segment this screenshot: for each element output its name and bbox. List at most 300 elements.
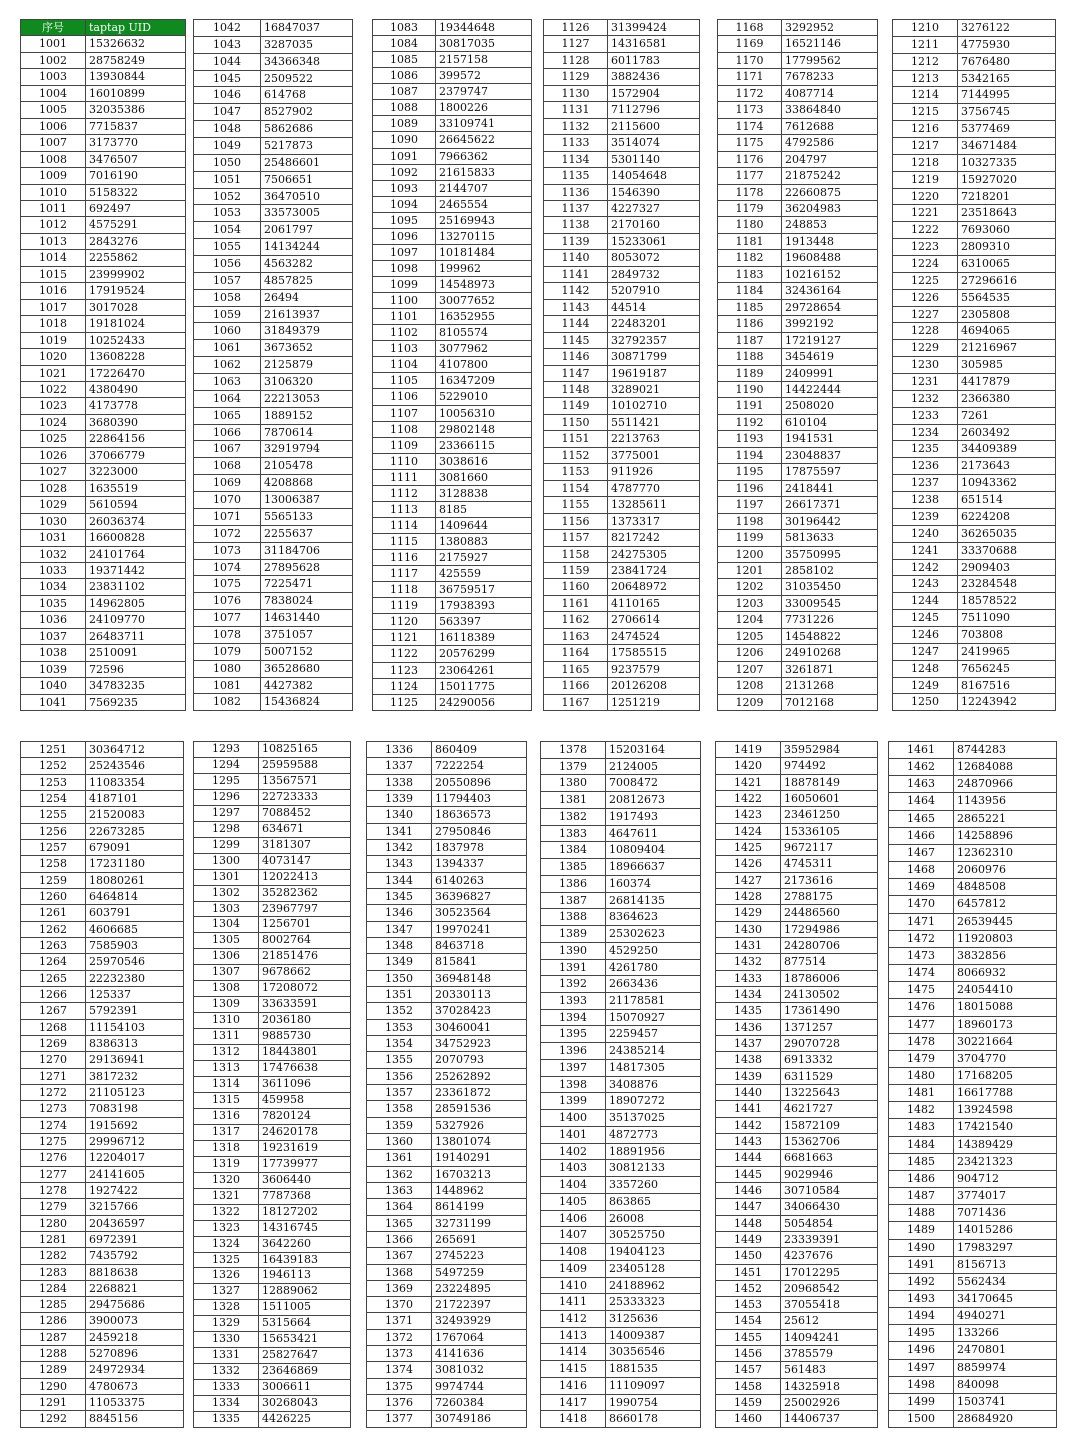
row-index: 1001 (21, 36, 86, 52)
table-row (373, 212, 532, 228)
row-index: 1110 (373, 453, 436, 469)
row-uid: 8217242 (608, 530, 700, 546)
row-uid: 5813633 (782, 530, 878, 546)
row-uid: 6681663 (781, 1150, 878, 1166)
row-index: 1019 (21, 332, 86, 348)
row-uid: 2858102 (782, 562, 878, 578)
table-row (21, 579, 186, 595)
row-uid: 7260384 (432, 1395, 527, 1411)
row-index: 1390 (541, 942, 606, 959)
row-uid: 26539445 (954, 913, 1057, 930)
row-uid: 1889152 (261, 407, 353, 424)
table-row (373, 180, 532, 196)
row-uid: 2909403 (958, 559, 1056, 576)
row-index: 1273 (21, 1101, 86, 1117)
row-uid: 4426225 (259, 1412, 351, 1428)
row-index: 1078 (194, 626, 261, 643)
row-uid: 2036180 (259, 1013, 351, 1029)
table-row (21, 151, 186, 167)
row-uid: 1409644 (436, 517, 532, 533)
row-uid: 31184706 (261, 542, 353, 559)
table-row (544, 168, 700, 184)
table-row (718, 283, 878, 299)
row-index: 1209 (718, 694, 782, 710)
row-index: 1263 (21, 937, 86, 953)
row-uid: 4208868 (261, 475, 353, 492)
row-index: 1466 (889, 827, 954, 844)
row-uid: 28758249 (86, 52, 186, 68)
uid-table-col-11 (715, 741, 878, 1428)
row-uid: 2603492 (958, 424, 1056, 441)
row-uid: 2788175 (781, 888, 878, 904)
row-uid: 1373317 (608, 513, 700, 529)
row-index: 1233 (893, 407, 958, 424)
row-index: 1103 (373, 341, 436, 357)
table-row (541, 1126, 701, 1143)
table-row (544, 414, 700, 430)
row-uid: 6311529 (781, 1068, 878, 1084)
row-uid: 16439183 (259, 1252, 351, 1268)
table-row (194, 789, 351, 805)
row-uid: 2259457 (606, 1026, 701, 1043)
table-row (194, 424, 353, 441)
row-index: 1205 (718, 628, 782, 644)
row-index: 1164 (544, 645, 608, 661)
row-uid: 7016190 (86, 168, 186, 184)
row-uid: 9678662 (259, 965, 351, 981)
table-row (21, 217, 186, 233)
row-index: 1322 (194, 1204, 259, 1220)
row-uid: 8463718 (432, 937, 527, 953)
row-index: 1206 (718, 645, 782, 661)
table-row (21, 1199, 184, 1215)
row-uid: 4647611 (606, 825, 701, 842)
table-row (889, 1188, 1057, 1205)
table-row (718, 562, 878, 578)
row-index: 1415 (541, 1361, 606, 1378)
table-row (367, 921, 527, 937)
table-row (373, 357, 532, 373)
table-row (21, 1150, 184, 1166)
row-uid: 2843276 (86, 233, 186, 249)
row-index: 1323 (194, 1220, 259, 1236)
row-uid: 3775001 (608, 447, 700, 463)
table-row (21, 414, 186, 430)
row-uid: 14389429 (954, 1136, 1057, 1153)
row-index: 1283 (21, 1264, 86, 1280)
row-uid: 19608488 (782, 250, 878, 266)
row-uid: 7820124 (259, 1108, 351, 1124)
row-index: 1465 (889, 810, 954, 827)
row-index: 1159 (544, 562, 608, 578)
row-uid: 16050601 (781, 790, 878, 806)
row-uid: 23421323 (954, 1153, 1057, 1170)
row-index: 1068 (194, 458, 261, 475)
row-index: 1404 (541, 1177, 606, 1194)
row-uid: 16703213 (432, 1166, 527, 1182)
table-row (373, 148, 532, 164)
table-row (541, 842, 701, 859)
row-uid: 36396827 (432, 888, 527, 904)
table-row (21, 513, 186, 529)
row-uid: 2157158 (436, 52, 532, 68)
table-row (373, 277, 532, 293)
table-row (373, 501, 532, 517)
row-index: 1343 (367, 856, 432, 872)
row-uid: 30356546 (606, 1344, 701, 1361)
row-uid: 877514 (781, 954, 878, 970)
row-uid: 8053072 (608, 250, 700, 266)
row-index: 1048 (194, 121, 261, 138)
row-index: 1138 (544, 217, 608, 233)
row-index: 1253 (21, 774, 86, 790)
row-uid: 13924598 (954, 1102, 1057, 1119)
row-uid: 4563282 (261, 256, 353, 273)
row-uid: 32792357 (608, 332, 700, 348)
row-uid: 21875242 (782, 168, 878, 184)
row-index: 1421 (716, 774, 781, 790)
row-uid: 4187101 (86, 790, 184, 806)
row-index: 1483 (889, 1119, 954, 1136)
row-uid: 4848508 (954, 879, 1057, 896)
row-uid: 12362310 (954, 844, 1057, 861)
row-index: 1043 (194, 36, 261, 53)
row-index: 1265 (21, 970, 86, 986)
row-index: 1144 (544, 316, 608, 332)
table-row (367, 986, 527, 1002)
table-row (373, 550, 532, 566)
row-index: 1458 (716, 1378, 781, 1394)
table-row (893, 36, 1056, 53)
row-index: 1084 (373, 36, 436, 52)
row-uid: 25970546 (86, 954, 184, 970)
row-index: 1099 (373, 277, 436, 293)
table-row (716, 774, 878, 790)
row-index: 1008 (21, 151, 86, 167)
row-uid: 23339391 (781, 1231, 878, 1247)
row-index: 1459 (716, 1395, 781, 1411)
row-index: 1317 (194, 1124, 259, 1140)
table-row (544, 661, 700, 677)
row-index: 1333 (194, 1380, 259, 1396)
row-index: 1395 (541, 1026, 606, 1043)
table-row (21, 872, 184, 888)
row-index: 1194 (718, 447, 782, 463)
row-index: 1379 (541, 758, 606, 775)
row-index: 1248 (893, 660, 958, 677)
table-row (544, 102, 700, 118)
row-index: 1168 (718, 20, 782, 36)
table-row (21, 1280, 184, 1296)
row-index: 1330 (194, 1332, 259, 1348)
row-uid: 3832856 (954, 947, 1057, 964)
table-row (889, 1393, 1057, 1410)
table-row (194, 36, 353, 53)
table-row (716, 758, 878, 774)
table-row (194, 1364, 351, 1380)
row-index: 1126 (544, 20, 608, 36)
row-uid: 9672117 (781, 839, 878, 855)
table-row (889, 1050, 1057, 1067)
row-index: 1256 (21, 823, 86, 839)
table-row (544, 118, 700, 134)
row-uid: 692497 (86, 200, 186, 216)
row-uid: 3774017 (954, 1188, 1057, 1205)
table-row (889, 793, 1057, 810)
table-row (544, 250, 700, 266)
table-row (716, 1133, 878, 1149)
row-index: 1079 (194, 643, 261, 660)
table-row (544, 233, 700, 249)
table-row (718, 431, 878, 447)
table-row (21, 69, 186, 85)
row-index: 1383 (541, 825, 606, 842)
table-row (718, 661, 878, 677)
table-row (373, 36, 532, 52)
row-index: 1029 (21, 497, 86, 513)
table-row (21, 694, 186, 710)
table-row (544, 283, 700, 299)
row-uid: 610104 (782, 414, 878, 430)
row-uid: 19181024 (86, 316, 186, 332)
row-index: 1382 (541, 808, 606, 825)
row-index: 1232 (893, 390, 958, 407)
table-row (367, 790, 527, 806)
table-row (544, 151, 700, 167)
row-index: 1309 (194, 997, 259, 1013)
table-row (544, 513, 700, 529)
table-row (541, 825, 701, 842)
row-uid: 32919794 (261, 441, 353, 458)
table-row (194, 323, 353, 340)
row-uid: 4227327 (608, 200, 700, 216)
row-uid: 7012168 (782, 694, 878, 710)
table-row (373, 534, 532, 550)
table-row (718, 480, 878, 496)
row-uid: 4417879 (958, 374, 1056, 391)
table-row (194, 559, 353, 576)
row-uid: 23518643 (958, 205, 1056, 222)
table-row (889, 999, 1057, 1016)
table-row (889, 1239, 1057, 1256)
table-row (893, 576, 1056, 593)
table-row (373, 228, 532, 244)
row-uid: 5007152 (261, 643, 353, 660)
row-index: 1012 (21, 217, 86, 233)
table-row (194, 121, 353, 138)
table-row (373, 293, 532, 309)
table-row (718, 299, 878, 315)
table-row (541, 942, 701, 959)
row-uid: 18960173 (954, 1016, 1057, 1033)
row-uid: 17231180 (86, 856, 184, 872)
row-index: 1316 (194, 1108, 259, 1124)
row-index: 1301 (194, 869, 259, 885)
row-index: 1446 (716, 1182, 781, 1198)
row-uid: 2105478 (261, 458, 353, 475)
row-index: 1398 (541, 1076, 606, 1093)
table-row (889, 1411, 1057, 1428)
row-uid: 4575291 (86, 217, 186, 233)
table-row (544, 217, 700, 233)
row-uid: 14422444 (782, 381, 878, 397)
table-row (544, 562, 700, 578)
row-index: 1229 (893, 340, 958, 357)
row-uid: 33633591 (259, 997, 351, 1013)
table-row (893, 610, 1056, 627)
table-row (373, 405, 532, 421)
table-row (194, 475, 353, 492)
row-index: 1185 (718, 299, 782, 315)
table-row (716, 1101, 878, 1117)
table-row (194, 289, 353, 306)
row-index: 1432 (716, 954, 781, 970)
row-uid: 2175927 (436, 550, 532, 566)
table-row (194, 1332, 351, 1348)
row-uid: 16617788 (954, 1085, 1057, 1102)
row-uid: 36204983 (782, 200, 878, 216)
table-row (893, 138, 1056, 155)
row-uid: 14406737 (781, 1411, 878, 1427)
table-row (718, 52, 878, 68)
row-uid: 4107800 (436, 357, 532, 373)
row-index: 1314 (194, 1077, 259, 1093)
row-index: 1310 (194, 1013, 259, 1029)
row-uid: 1572904 (608, 85, 700, 101)
table-row (373, 196, 532, 212)
row-index: 1133 (544, 135, 608, 151)
row-index: 1137 (544, 200, 608, 216)
table-row (893, 559, 1056, 576)
row-index: 1245 (893, 610, 958, 627)
table-row (194, 239, 353, 256)
row-index: 1083 (373, 20, 436, 36)
row-index: 1487 (889, 1188, 954, 1205)
row-uid: 614768 (261, 87, 353, 104)
row-index: 1437 (716, 1035, 781, 1051)
row-index: 1438 (716, 1052, 781, 1068)
row-index: 1448 (716, 1215, 781, 1231)
row-index: 1022 (21, 381, 86, 397)
row-index: 1453 (716, 1297, 781, 1313)
row-uid: 14631440 (261, 610, 353, 627)
row-index: 1010 (21, 184, 86, 200)
row-uid: 2706614 (608, 612, 700, 628)
row-uid: 29996712 (86, 1133, 184, 1149)
row-uid: 974492 (781, 758, 878, 774)
row-uid: 15336105 (781, 823, 878, 839)
row-index: 1176 (718, 151, 782, 167)
table-row (718, 398, 878, 414)
row-index: 1174 (718, 118, 782, 134)
table-row (893, 154, 1056, 171)
row-index: 1394 (541, 1009, 606, 1026)
row-index: 1018 (21, 316, 86, 332)
table-row (194, 1396, 351, 1412)
table-row (544, 20, 700, 36)
table-row (21, 480, 186, 496)
row-uid: 2379747 (436, 84, 532, 100)
table-row (889, 1102, 1057, 1119)
row-index: 1386 (541, 875, 606, 892)
row-index: 1120 (373, 614, 436, 630)
table-row (21, 52, 186, 68)
row-uid: 18015088 (954, 999, 1057, 1016)
row-uid: 5301140 (608, 151, 700, 167)
row-uid: 15872109 (781, 1117, 878, 1133)
row-index: 1434 (716, 986, 781, 1002)
table-row (367, 1248, 527, 1264)
table-row (194, 773, 351, 789)
table-row (889, 862, 1057, 879)
row-uid: 44514 (608, 299, 700, 315)
row-uid: 8002764 (259, 933, 351, 949)
row-index: 1455 (716, 1329, 781, 1345)
row-index: 1484 (889, 1136, 954, 1153)
row-index: 1064 (194, 390, 261, 407)
row-index: 1213 (893, 70, 958, 87)
row-uid: 2849732 (608, 266, 700, 282)
row-index: 1031 (21, 530, 86, 546)
row-uid: 17012295 (781, 1264, 878, 1280)
uid-table-col-2 (193, 19, 353, 711)
row-index: 1311 (194, 1029, 259, 1045)
table-row (893, 525, 1056, 542)
table-row (367, 1166, 527, 1182)
table-row (889, 1067, 1057, 1084)
row-uid: 15362706 (781, 1133, 878, 1149)
row-uid: 634671 (259, 821, 351, 837)
row-uid: 651514 (958, 492, 1056, 509)
row-uid: 1503741 (954, 1393, 1057, 1410)
table-row (21, 135, 186, 151)
table-row (716, 1068, 878, 1084)
row-index: 1161 (544, 595, 608, 611)
row-uid: 12022413 (259, 869, 351, 885)
row-index: 1087 (373, 84, 436, 100)
table-row (541, 1310, 701, 1327)
row-uid: 18786006 (781, 970, 878, 986)
row-index: 1324 (194, 1236, 259, 1252)
row-index: 1109 (373, 437, 436, 453)
row-uid: 2125879 (261, 357, 353, 374)
table-row (21, 85, 186, 101)
row-uid: 36265035 (958, 525, 1056, 542)
table-row (893, 593, 1056, 610)
table-row (541, 1244, 701, 1261)
row-index: 1260 (21, 888, 86, 904)
row-uid: 7715837 (86, 118, 186, 134)
row-index: 1041 (21, 694, 86, 710)
row-uid: 4775930 (958, 36, 1056, 53)
table-row (373, 325, 532, 341)
row-uid: 15011775 (436, 678, 532, 694)
row-uid: 7870614 (261, 424, 353, 441)
row-index: 1376 (367, 1395, 432, 1411)
row-index: 1006 (21, 118, 86, 134)
row-index: 1252 (21, 758, 86, 774)
row-uid: 1394337 (432, 856, 527, 872)
row-index: 1377 (367, 1411, 432, 1427)
table-row (893, 222, 1056, 239)
table-row (21, 1133, 184, 1149)
row-uid: 8167516 (958, 677, 1056, 694)
row-index: 1278 (21, 1182, 86, 1198)
table-row (718, 645, 878, 661)
table-row (544, 349, 700, 365)
row-uid: 14316745 (259, 1220, 351, 1236)
row-uid: 18127202 (259, 1204, 351, 1220)
